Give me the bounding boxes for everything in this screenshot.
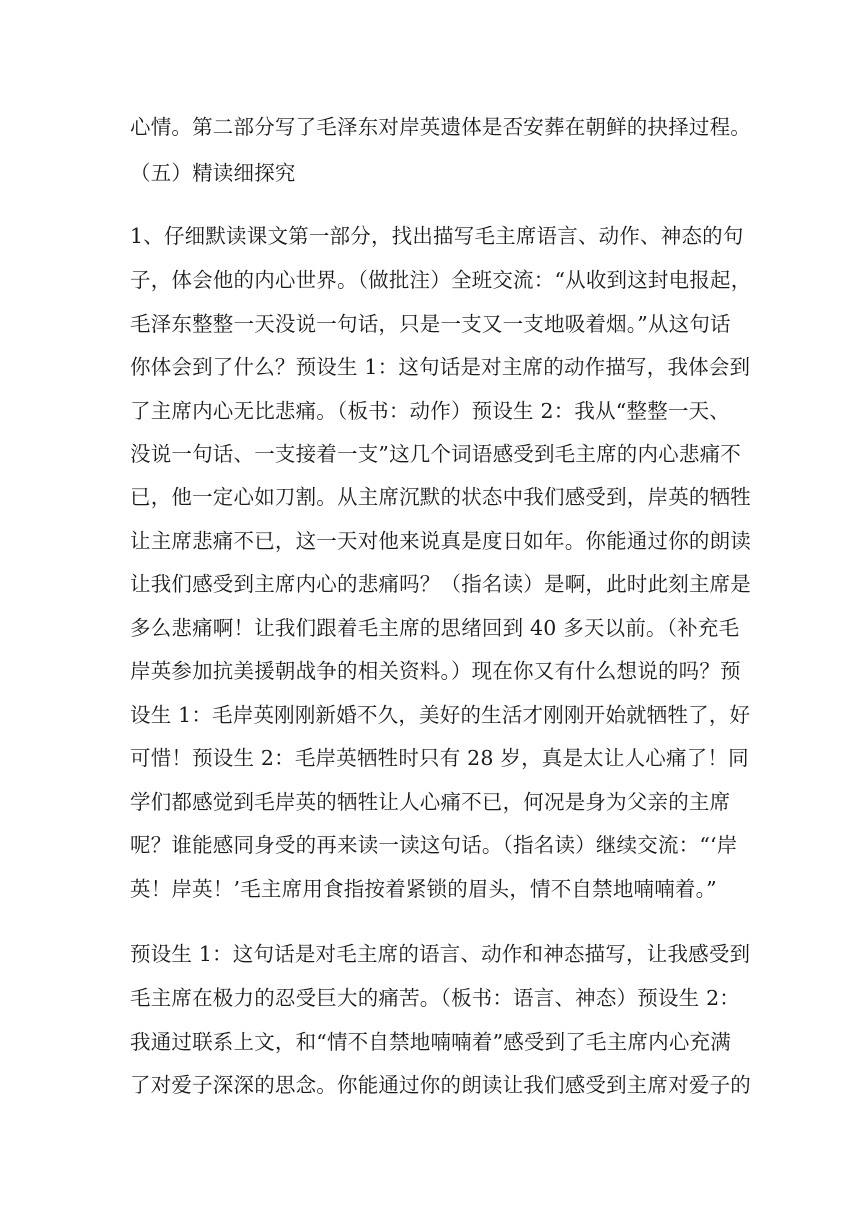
section-heading: （五）精读细探究 [130,161,296,185]
paragraph-line: 预设生 1：这句话是对毛主席的语言、动作和神态描写，让我感受到 [130,942,751,966]
paragraph-line: 已，他一定心如刀割。从主席沉默的状态中我们感受到，岸英的牺牲 [130,485,751,509]
paragraph-line: 呢？谁能感同身受的再来读一读这句话。（指名读）继续交流：“‘岸 [130,833,738,857]
paragraph-line: 设生 1：毛岸英刚刚新婚不久，美好的生活才刚刚开始就牺牲了，好 [130,703,751,727]
paragraph-line: 岸英参加抗美援朝战争的相关资料。）现在你又有什么想说的吗？预 [130,659,741,683]
paragraph-line: 多么悲痛啊！让我们跟着毛主席的思绪回到 40 多天以前。（补充毛 [130,616,740,640]
paragraph-line: 英！岸英！’毛主席用食指按着紧锁的眉头，情不自禁地喃喃着。” [130,877,717,901]
paragraph-line: 让主席悲痛不已，这一天对他来说真是度日如年。你能通过你的朗读 [130,529,751,553]
paragraph-line: 了主席内心无比悲痛。（板书：动作）预设生 2：我从“整整一天、 [130,399,730,423]
paragraph-line: 子，体会他的内心世界。（做批注）全班交流：“从收到这封电报起， [130,268,752,292]
paragraph-line: 了对爱子深深的思念。你能通过你的朗读让我们感受到主席对爱子的 [130,1073,751,1097]
paragraph-line: 我通过联系上文，和“情不自禁地喃喃着”感受到了毛主席内心充满 [130,1030,731,1054]
paragraph-line: 毛泽东整整一天没说一句话，只是一支又一支地吸着烟。”从这句话 [130,312,731,336]
paragraph-line: 学们都感觉到毛岸英的牺牲让人心痛不已，何况是身为父亲的主席 [130,790,731,814]
paragraph-line: 可惜！预设生 2：毛岸英牺牲时只有 28 岁，真是太让人心痛了！同 [130,746,749,770]
paragraph-line: 让我们感受到主席内心的悲痛吗？（指名读）是啊，此时此刻主席是 [130,572,751,596]
paragraph-line: 1、仔细默读课文第一部分，找出描写毛主席语言、动作、神态的句 [130,224,744,248]
paragraph-line: 没说一句话、一支接着一支”这几个词语感受到毛主席的内心悲痛不 [130,442,741,466]
paragraph-line: 毛主席在极力的忍受巨大的痛苦。（板书：语言、神态）预设生 2： [130,986,741,1010]
intro-line: 心情。第二部分写了毛泽东对岸英遗体是否安葬在朝鲜的抉择过程。 [130,115,751,139]
paragraph-line: 你体会到了什么？预设生 1：这句话是对主席的动作描写，我体会到 [130,355,751,379]
